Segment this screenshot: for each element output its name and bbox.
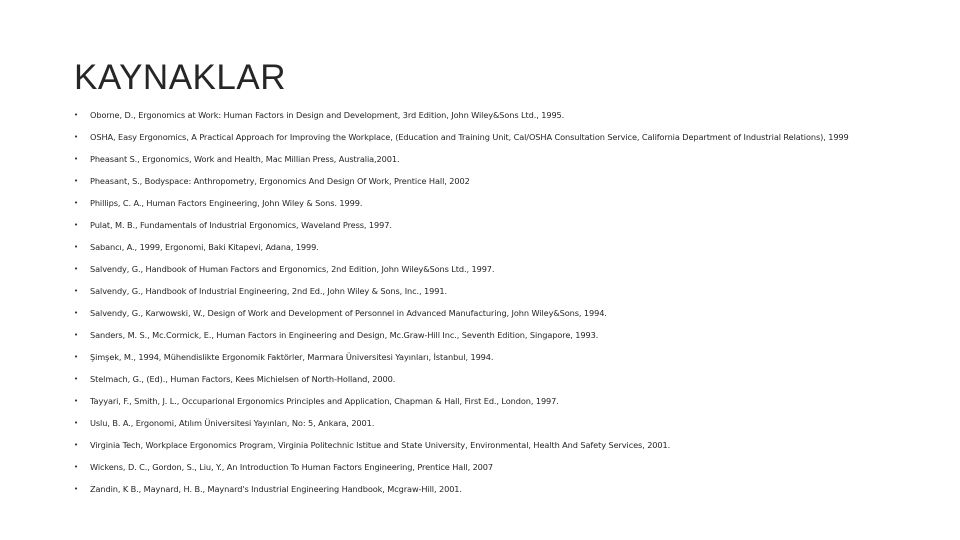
- reference-item: [74, 286, 874, 296]
- reference-item: [74, 308, 874, 318]
- bullet-icon: •: [74, 353, 79, 361]
- reference-item: [74, 462, 874, 472]
- reference-text: Wickens, D. C., Gordon, S., Liu, Y., An Introduction To Human Factors Engineering, Prentice Hall, 2007: [90, 462, 494, 472]
- reference-text: Uslu, B. A., Ergonomi, Atılım Üniversitesi Yayınları, No: 5, Ankara, 2001.: [90, 418, 375, 428]
- bullet-icon: •: [74, 331, 79, 339]
- reference-text: Tayyari, F., Smith, J. L., Occuparional Ergonomics Principles and Application, Chapman & Hall, First Ed., London, 1997.: [90, 396, 559, 406]
- reference-text: Zandin, K B., Maynard, H. B., Maynard's Industrial Engineering Handbook, Mcgraw-Hill, 2001.: [90, 484, 462, 494]
- reference-item: [74, 242, 874, 252]
- bullet-icon: •: [74, 111, 79, 119]
- reference-text: Şimşek, M., 1994, Mühendislikte Ergonomik Faktörler, Marmara Üniversitesi Yayınları, İstanbul, 1994.: [90, 352, 494, 362]
- bullet-icon: •: [74, 309, 79, 317]
- bullet-icon: •: [74, 177, 79, 185]
- reference-item: [74, 154, 874, 164]
- reference-text: Stelmach, G., (Ed)., Human Factors, Kees Michielsen of North-Holland, 2000.: [90, 374, 396, 384]
- bullet-icon: •: [74, 287, 79, 295]
- bullet-icon: •: [74, 243, 79, 251]
- bullet-icon: •: [74, 265, 79, 273]
- reference-text: Pheasant S., Ergonomics, Work and Health, Mac Millian Press, Australia,2001.: [90, 154, 400, 164]
- bullet-icon: •: [74, 133, 79, 141]
- reference-item: [74, 220, 874, 230]
- reference-item: [74, 396, 874, 406]
- reference-text: Pulat, M. B., Fundamentals of Industrial Ergonomics, Waveland Press, 1997.: [90, 220, 392, 230]
- bullet-icon: •: [74, 221, 79, 229]
- bullet-icon: •: [74, 463, 79, 471]
- reference-text: Sanders, M. S., Mc.Cormick, E., Human Factors in Engineering and Design, Mc.Graw-Hill Inc., Seventh Edition, Singapore, 1993.: [90, 330, 599, 340]
- reference-item: [74, 110, 874, 120]
- bullet-icon: •: [74, 375, 79, 383]
- bullet-icon: •: [74, 441, 79, 449]
- reference-item: [74, 132, 874, 142]
- reference-text: Phillips, C. A., Human Factors Engineering, John Wiley & Sons. 1999.: [90, 198, 363, 208]
- reference-item: [74, 198, 874, 208]
- bullet-icon: •: [74, 419, 79, 427]
- reference-item: [74, 176, 874, 186]
- reference-item: [74, 374, 874, 384]
- reference-item: [74, 418, 874, 428]
- reference-text: Salvendy, G., Handbook of Industrial Engineering, 2nd Ed., John Wiley & Sons, Inc., 1991.: [90, 286, 447, 296]
- reference-item: [74, 440, 874, 450]
- reference-text: Pheasant, S., Bodyspace: Anthropometry, Ergonomics And Design Of Work, Prentice Hall, 2002: [90, 176, 470, 186]
- reference-text: Salvendy, G., Handbook of Human Factors and Ergonomics, 2nd Edition, John Wiley&Sons Ltd., 1997.: [90, 264, 495, 274]
- reference-text: Virginia Tech, Workplace Ergonomics Program, Virginia Politechnic Istitue and State University, Environmental, Health And Safety Services, 2001.: [90, 440, 671, 450]
- bullet-icon: •: [74, 397, 79, 405]
- reference-list: [74, 110, 874, 506]
- reference-item: [74, 484, 874, 494]
- reference-text: Oborne, D., Ergonomics at Work: Human Factors in Design and Development, 3rd Edition, John Wiley&Sons Ltd., 1995.: [90, 110, 565, 120]
- reference-text: Sabancı, A., 1999, Ergonomi, Baki Kitapevi, Adana, 1999.: [90, 242, 319, 252]
- reference-item: [74, 330, 874, 340]
- reference-text: OSHA, Easy Ergonomics, A Practical Approach for Improving the Workplace, (Education and Training Unit, Cal/OSHA Consultation Service, California Department of Industrial Relations), 1999: [90, 132, 849, 142]
- reference-item: [74, 264, 874, 274]
- page-title: KAYNAKLAR: [74, 58, 286, 97]
- reference-item: [74, 352, 874, 362]
- bullet-icon: •: [74, 199, 79, 207]
- reference-text: Salvendy, G., Karwowski, W., Design of Work and Development of Personnel in Advanced Manufacturing, John Wiley&Sons, 1994.: [90, 308, 607, 318]
- bullet-icon: •: [74, 485, 79, 493]
- bullet-icon: •: [74, 155, 79, 163]
